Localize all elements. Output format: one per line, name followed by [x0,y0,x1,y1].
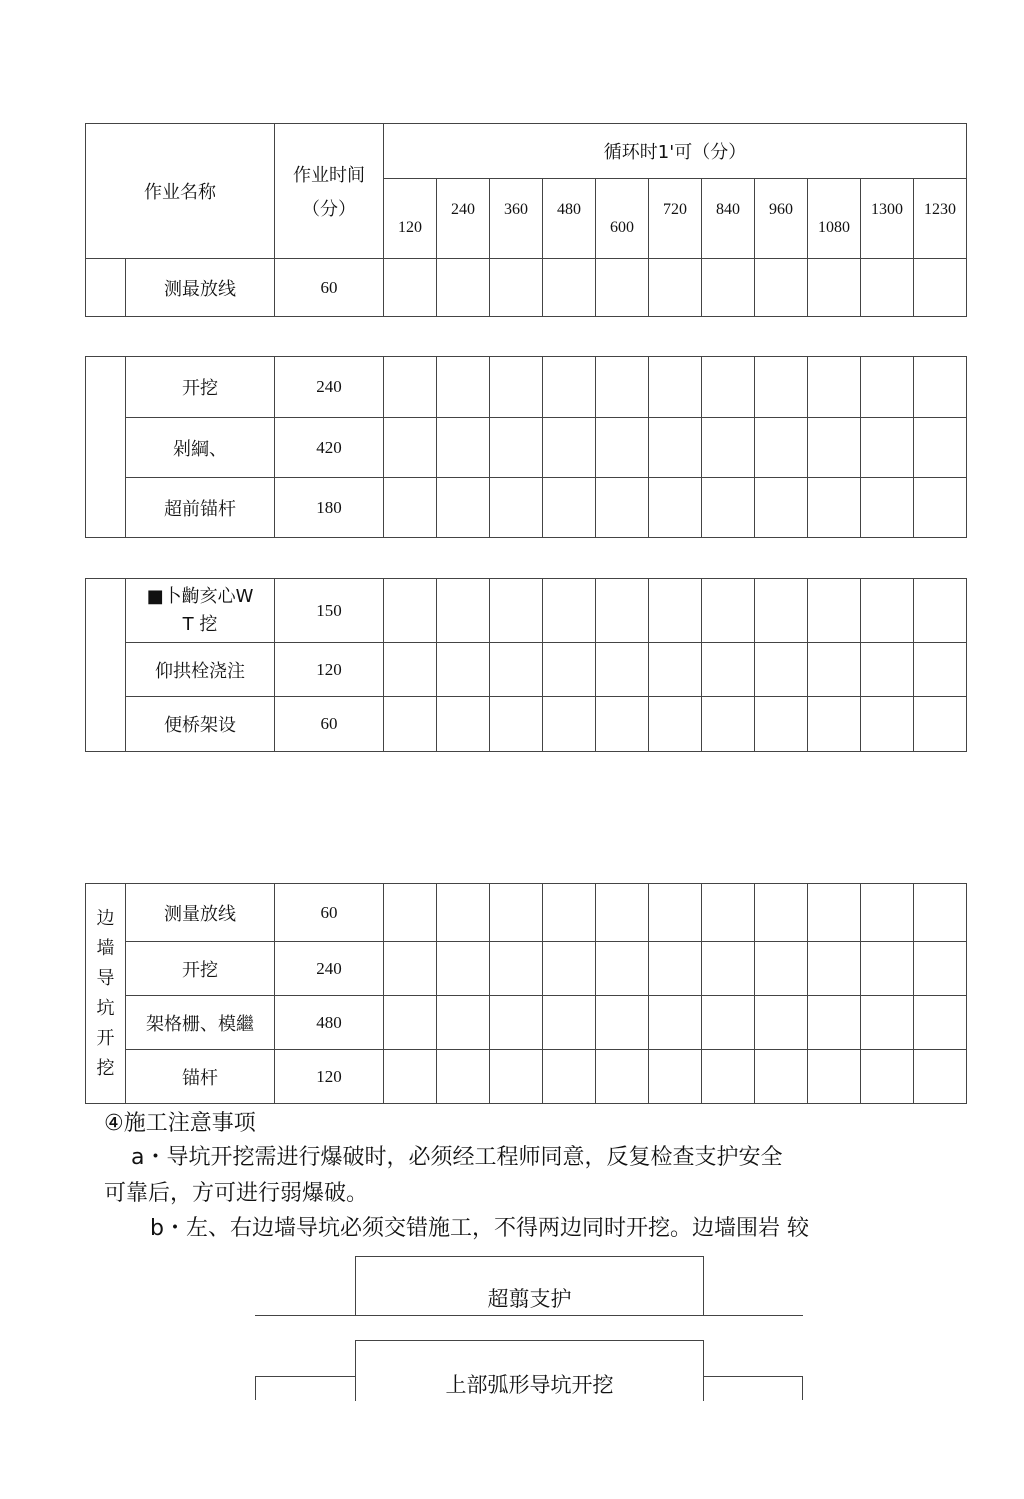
schedule-table-header-block [85,123,967,317]
tick-label: 1300 [861,179,914,259]
table-row [86,697,967,752]
header-task-name: 作业名称 [86,124,275,259]
header-cycle-title: 循环时1'可（分） [384,124,967,179]
tick-label: 960 [755,179,808,259]
flow-connector-line [255,1315,803,1316]
group-cell [86,259,126,317]
table-row [86,942,967,996]
flow-branch-left [255,1376,355,1377]
table-row [86,884,967,942]
table-row [86,478,967,538]
table-row [86,996,967,1050]
tick-label: 1080 [808,179,861,259]
task-name: 开挖 [126,942,275,996]
flow-branch-left-drop [255,1376,256,1400]
task-name: 架格栅、模繼 [126,996,275,1050]
task-duration: 60 [275,884,384,942]
task-duration: 150 [275,579,384,643]
task-duration: 240 [275,357,384,418]
tick-label: 480 [543,179,596,259]
task-name: 测最放线 [126,259,275,317]
flow-branch-right-drop [802,1376,803,1400]
schedule-table-block-2 [85,356,967,538]
note-a-line1: a・导坑开挖需进行爆破时，必须经工程师同意，反复检查支护安全 [131,1145,783,1170]
group-label-side-wall-pilot: 边 墙 导 坑 开 挖 [86,884,126,1104]
schedule-table-block-3 [85,578,967,752]
task-name-line1: ■卜齣亥心W [146,585,254,607]
notes-heading: ④施工注意事项 [104,1111,256,1136]
header-duration-line1: 作业时间 [293,165,365,186]
task-name-line2: T 挖 [182,613,218,635]
tick-label: 360 [490,179,543,259]
note-a-line2: 可靠后，方可进行弱爆破。 [104,1181,369,1206]
task-duration: 180 [275,478,384,538]
task-name: 便桥架设 [126,697,275,752]
tick-label: 120 [384,179,437,259]
task-name [126,579,275,643]
task-duration: 240 [275,942,384,996]
table-row [86,357,967,418]
task-duration: 420 [275,418,384,478]
header-duration [275,124,384,259]
task-name: 剁綱、 [126,418,275,478]
header-duration-line2: （分） [302,199,356,220]
task-name: 开挖 [126,357,275,418]
note-b-line1: b・左、右边墙导坑必须交错施工，不得两边同时开挖。边墙围岩 较 [150,1216,809,1241]
task-name: 仰拱栓浇注 [126,643,275,697]
flow-branch-right [703,1376,803,1377]
task-duration: 60 [275,697,384,752]
task-duration: 60 [275,259,384,317]
table-row [86,418,967,478]
task-name: 测量放线 [126,884,275,942]
task-duration: 120 [275,643,384,697]
task-name: 超前锚杆 [126,478,275,538]
flow-box-upper-arc-pilot-excavation: 上部弧形导坑开挖 [355,1340,704,1401]
tick-label: 1230 [914,179,967,259]
task-duration: 480 [275,996,384,1050]
flow-box-advance-support: 超翦支护 [355,1256,704,1316]
schedule-table-block-4 [85,883,967,1104]
group-cell [86,579,126,752]
group-cell [86,357,126,538]
tick-label: 840 [702,179,755,259]
table-row [86,579,967,643]
table-row [86,643,967,697]
table-row [86,1050,967,1104]
table-row [86,259,967,317]
task-duration: 120 [275,1050,384,1104]
tick-label: 600 [596,179,649,259]
task-name: 锚杆 [126,1050,275,1104]
tick-label: 240 [437,179,490,259]
tick-label: 720 [649,179,702,259]
